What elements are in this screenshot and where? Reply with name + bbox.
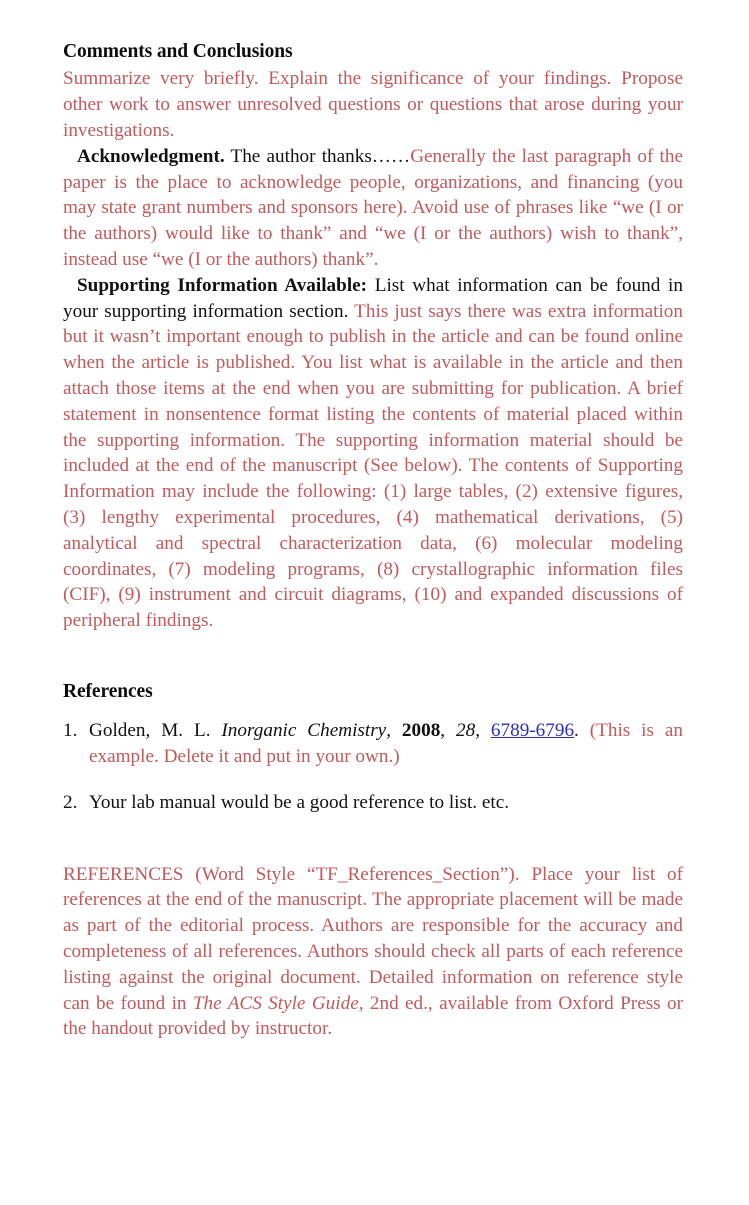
reference-number: 2. — [63, 791, 78, 813]
acknowledgment-annotation: Generally the last paragraph of the paper is the place to acknowledge people, organizations, and financing (you may state grant numbers and sponsors here). Avoid use of phrases like “we (I or the authors) would like to thank” and “we (I or the authors) wish to thank”, instead use “we (I or the authors) thank”. — [63, 145, 683, 270]
paragraph-comments-and-conclusions: Summarize very briefly. Explain the significance of your findings. Propose other work to answer unresolved questions or questions that arose during your investigations. — [63, 68, 683, 141]
paragraph-references-note — [63, 862, 683, 1043]
spacer-before-references — [63, 634, 683, 680]
reference-separator-3: , — [475, 720, 491, 742]
references-note-part-1: REFERENCES (Word Style “TF_References_Section”). Place your list of references at the end of the manuscript. The appropriate placement will be made as part of the editorial process. Authors are responsible for the accuracy and completeness of all references. Authors should check all parts of each reference listing against the original document. Detailed information on reference style can be found in — [63, 863, 683, 1014]
spacer-before-references-note — [63, 816, 683, 862]
reference-period: . — [574, 720, 579, 742]
reference-number: 1. — [63, 720, 78, 742]
reference-body: Your lab manual would be a good reference to list. etc. — [89, 791, 510, 813]
document-content — [63, 40, 683, 1042]
spacer-after-references-heading — [63, 706, 683, 718]
reference-volume: 28 — [456, 720, 476, 742]
reference-pages-link[interactable]: 6789-6796 — [490, 720, 575, 742]
reference-item-1 — [63, 718, 683, 770]
supporting-information-lead-plain: List what information can be found in your supporting information section. — [63, 274, 683, 322]
reference-journal: Inorganic Chemistry — [221, 720, 387, 742]
references-note-part-2: 2nd ed., available from Oxford Press or the handout provided by instructor. — [63, 992, 683, 1040]
paragraph-supporting-information — [63, 273, 683, 634]
reference-author: Golden, M. L. — [89, 720, 222, 742]
references-note-style-guide-title: The ACS Style Guide, — [192, 992, 364, 1014]
reference-annotation: (This is an example. Delete it and put in your own.) — [89, 720, 684, 768]
supporting-information-annotation: This just says there was extra information but it wasn’t important enough to publish in the article and can be found online when the article is published. You list what is available in the article and then attach those items at the end when you are submitting for publication. A brief statement in nonsentence format listing the contents of material placed within the supporting information. The supporting information material should be included at the end of the manuscript (See below). The contents of Supporting Information may include the following: (1) large tables, (2) extensive figures, (3) lengthy experimental procedures, (4) mathematical derivations, (5) analytical and spectral characterization data, (6) molecular modeling coordinates, (7) modeling programs, (8) crystallographic information files (CIF), (9) instrument and circuit diagrams, (10) and expanded discussions of peripheral findings. — [63, 300, 683, 632]
heading-comments-and-conclusions: Comments and Conclusions — [63, 41, 293, 62]
heading-references: References — [63, 680, 153, 702]
reference-separator-2: , — [440, 720, 456, 742]
acknowledgment-lead-bold: Acknowledgment. — [77, 145, 225, 167]
reference-year: 2008 — [401, 720, 441, 742]
reference-separator-1: , — [386, 720, 402, 742]
supporting-information-lead-bold: Supporting Information Available: — [77, 274, 368, 296]
acknowledgment-lead-plain: The author thanks…… — [224, 145, 411, 167]
reference-item-2 — [63, 790, 683, 816]
paragraph-acknowledgment — [63, 144, 683, 273]
reference-body — [89, 718, 683, 770]
spacer-between-references — [63, 770, 683, 790]
